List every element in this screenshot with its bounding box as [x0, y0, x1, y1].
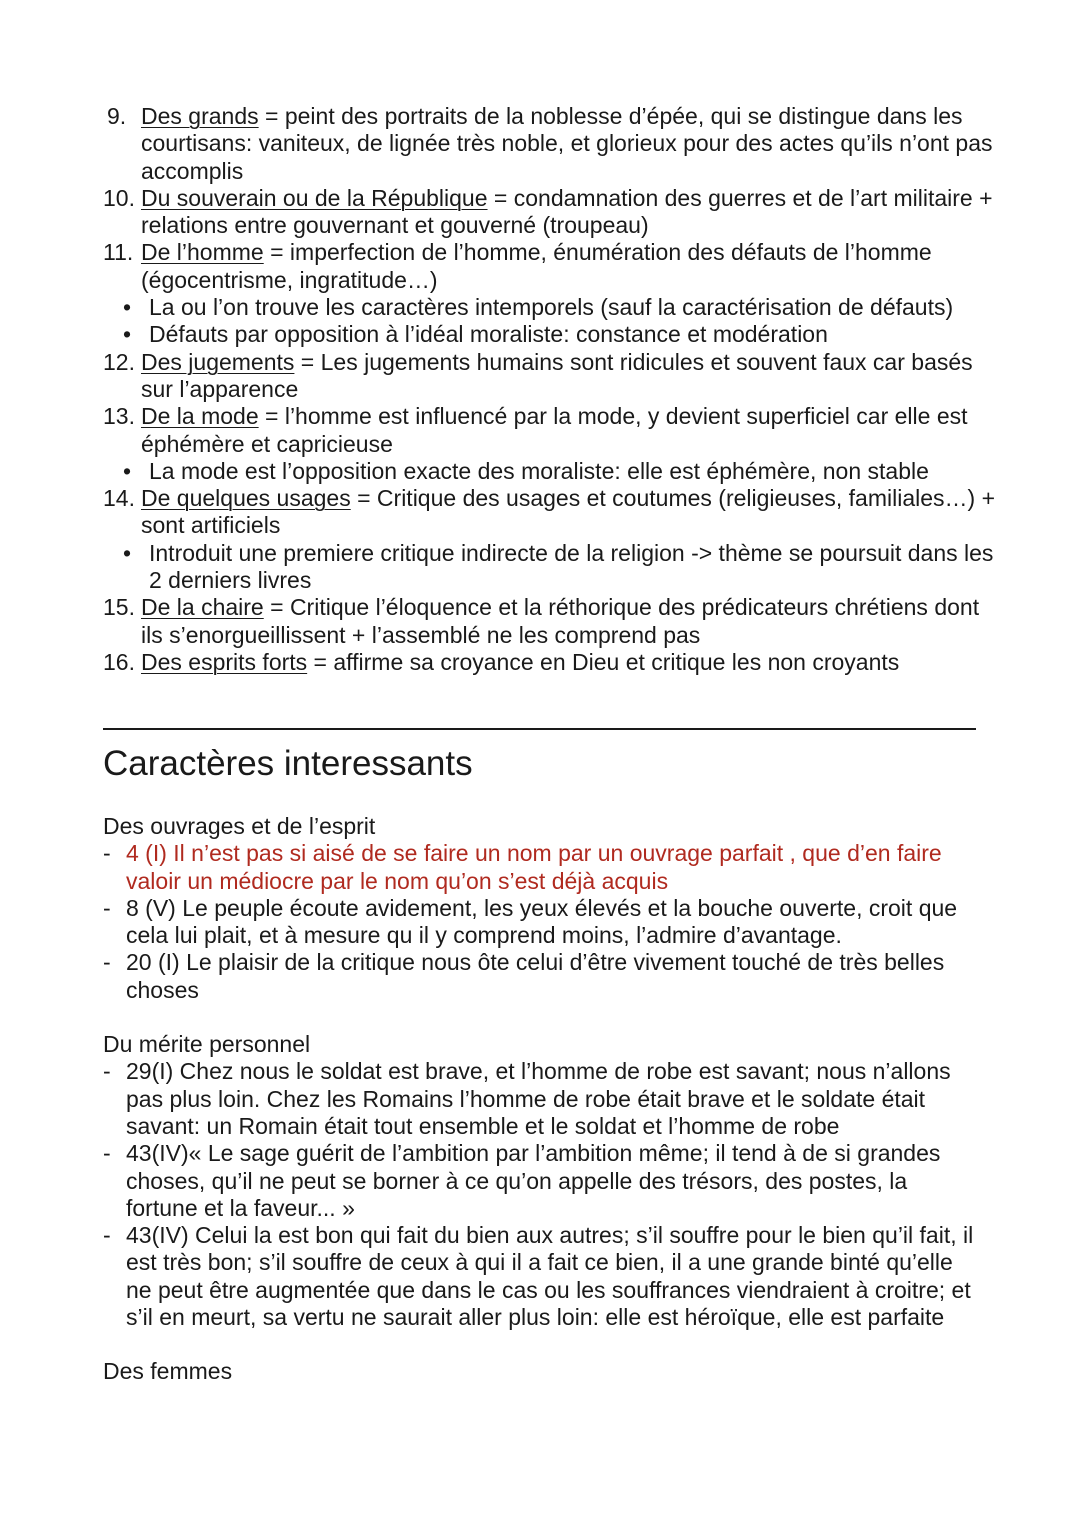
bullet-text: Introduit une premiere critique indirecte de la religion -> thème se poursuit dans les 2 derniers livres	[149, 539, 994, 594]
chapter-description: = Critique l’éloquence et la réthorique des prédicateurs chrétiens dont ils s’enorgueillissent + l’assemblé ne les comprend pas	[141, 594, 980, 648]
group-title: Du mérite personnel	[103, 1031, 311, 1058]
chapter-description: = affirme sa croyance en Dieu et critique les non croyants	[307, 648, 900, 675]
chapter-body	[141, 594, 1003, 649]
caractere-text: 43(IV) Celui la est bon qui fait du bien aux autres; s’il souffre pour le bien qu’il fait, il est très bon; s’il souffre de ceux à qui il a fait ce bien, il a une grande binté qu’elle ne peut être augmentée que dans le cas ou les souffrances viendraient à croitre; et s’il en meurt, sa vertu ne saurait aller plus loin: elle est héroïque, elle est parfaite	[126, 1222, 974, 1331]
bullet-icon: •	[123, 321, 132, 348]
chapter-title: De l’homme	[141, 239, 264, 266]
chapter-description: = Critique des usages et coutumes (religieuses, familiales…) + sont artificiels	[141, 485, 996, 539]
caractere-text: 8 (V) Le peuple écoute avidement, les yeux élevés et la bouche ouverte, croit que cela lui plait, et à mesure qu il y comprend moins, l’admire d’avantage.	[126, 894, 958, 949]
bullet-icon: •	[123, 539, 132, 566]
caractere-text: 29(I) Chez nous le soldat est brave, et l’homme de robe est savant; nous n’allons pas plus loin. Chez les Romains l’homme de robe était brave et le soldate était savant: un Romain était tout ensemble et le soldat et l’homme de robe	[126, 1058, 951, 1139]
group-title: Des ouvrages et de l’esprit	[103, 813, 376, 839]
chapter-item	[103, 239, 1003, 294]
chapter-item	[103, 485, 1003, 540]
chapter-body	[141, 403, 1003, 458]
chapter-body	[141, 185, 1003, 240]
chapter-title: Des esprits forts	[141, 648, 308, 675]
chapter-bullet	[123, 458, 1003, 485]
chapter-title: Des jugements	[141, 348, 295, 375]
group-title: Des femmes	[103, 1358, 233, 1385]
section-divider	[103, 728, 976, 730]
bullet-text: La mode est l’opposition exacte des moraliste: elle est éphémère, non stable	[149, 457, 929, 484]
group-spacer	[103, 1004, 983, 1031]
dash-icon: -	[103, 1140, 111, 1167]
chapter-title: Des grands	[141, 103, 259, 129]
chapter-description: = Les jugements humains sont ridicules et souvent faux car basés sur l’apparence	[141, 348, 973, 402]
chapter-description: = peint des portraits de la noblesse d’épée, qui se distingue dans les courtisans: vaniteux, de lignée très noble, et glorieux pour des actes qu’ils n’ont pas accomplis	[141, 103, 993, 184]
caractere-entry	[103, 949, 983, 1004]
group-spacer	[103, 1331, 983, 1358]
bullet-text: Défauts par opposition à l’idéal moraliste: constance et modération	[149, 321, 828, 348]
caractere-text: 43(IV)« Le sage guérit de l’ambition par l’ambition même; il tend à de si grandes choses, qu’il ne peut se borner à ce qu’on appelle des trésors, des postes, la fortune et la faveur... »	[126, 1140, 941, 1221]
chapter-number: 14.	[103, 485, 135, 512]
caractere-entry	[103, 840, 983, 895]
chapter-item	[103, 649, 1003, 676]
dash-icon: -	[103, 894, 111, 921]
caractere-entry	[103, 1222, 983, 1331]
chapter-number: 15.	[103, 594, 135, 621]
chapter-bullet	[123, 294, 1003, 321]
chapter-number: 10.	[103, 184, 135, 211]
chapter-number: 9.	[107, 103, 127, 129]
bullet-text: La ou l’on trouve les caractères intemporels (sauf la caractérisation de défauts)	[149, 294, 954, 321]
caractere-text: 4 (I) Il n’est pas si aisé de se faire un nom par un ouvrage parfait , que d’en faire valoir un médiocre par le nom qu’on s’est déjà acquis	[126, 840, 942, 894]
chapter-bullet	[123, 321, 1003, 348]
chapter-item	[103, 403, 1003, 458]
chapter-number: 13.	[103, 403, 135, 430]
chapter-body	[141, 649, 1003, 676]
dash-icon: -	[103, 1058, 111, 1085]
chapter-body	[141, 239, 1003, 294]
dash-icon: -	[103, 1222, 111, 1249]
chapter-item	[103, 594, 1003, 649]
chapter-item	[103, 103, 1003, 185]
dash-icon: -	[103, 840, 111, 867]
chapter-title: De la mode	[141, 403, 259, 430]
chapter-title: De la chaire	[141, 594, 264, 621]
chapter-title: Du souverain ou de la République	[141, 184, 488, 211]
section-heading: Caractères interessants	[103, 744, 473, 783]
chapter-title: De quelques usages	[141, 485, 351, 512]
chapter-bullet	[123, 540, 1003, 595]
caractere-text: 20 (I) Le plaisir de la critique nous ôte celui d’être vivement touché de très belles choses	[126, 949, 945, 1003]
caracteres-groups	[103, 813, 983, 1386]
bullet-icon: •	[123, 294, 132, 321]
chapter-item	[103, 185, 1003, 240]
numbered-chapter-list	[103, 103, 1003, 676]
chapter-description: = l’homme est influencé par la mode, y devient superficiel car elle est éphémère et capricieuse	[141, 403, 968, 457]
chapter-number: 11.	[103, 239, 134, 266]
chapter-description: = condamnation des guerres et de l’art militaire + relations entre gouvernant et gouverné (troupeau)	[141, 184, 993, 239]
chapter-number: 12.	[103, 348, 135, 375]
dash-icon: -	[103, 949, 111, 976]
caractere-entry	[103, 1058, 983, 1140]
chapter-body	[141, 485, 1003, 540]
caractere-entry	[103, 895, 983, 950]
chapter-body	[141, 349, 1003, 404]
caractere-entry	[103, 1140, 983, 1222]
chapter-body	[141, 103, 1003, 185]
chapter-item	[103, 349, 1003, 404]
chapter-description: = imperfection de l’homme, énumération des défauts de l’homme (égocentrisme, ingratitude…)	[141, 239, 932, 293]
chapter-number: 16.	[103, 648, 135, 675]
bullet-icon: •	[123, 457, 132, 484]
